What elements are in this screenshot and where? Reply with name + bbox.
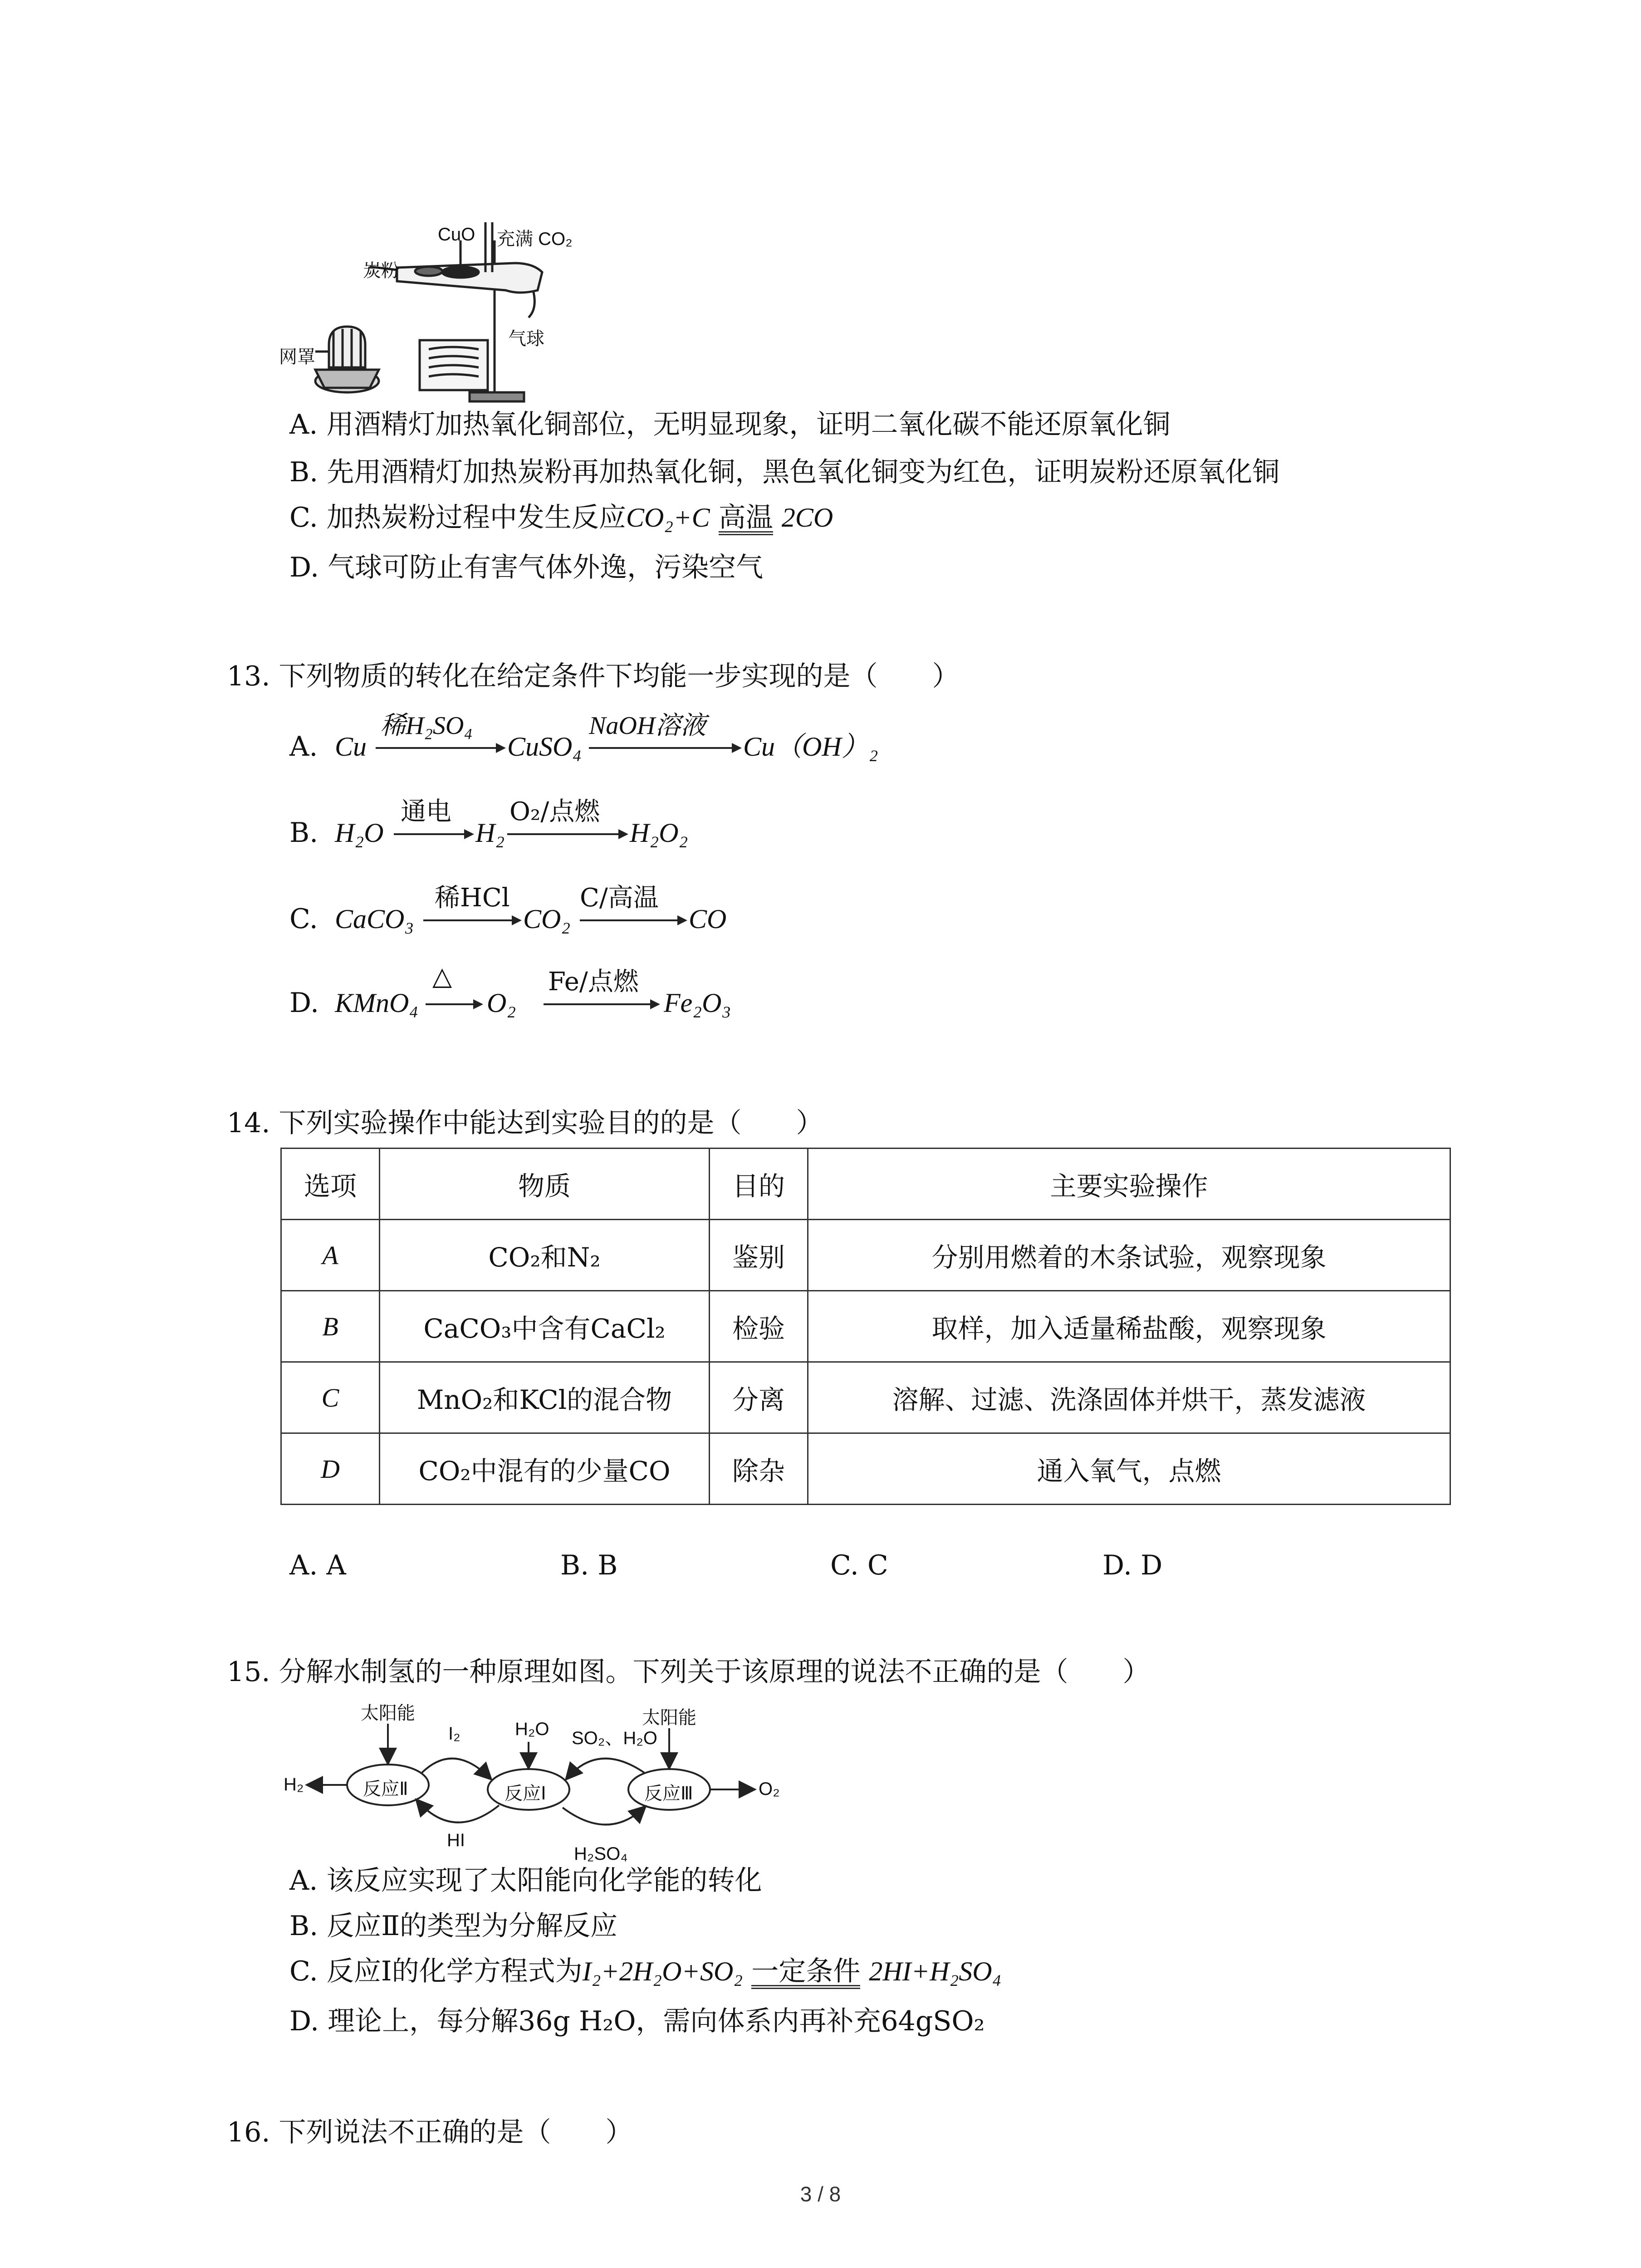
q13-option-d: D. KMnO₄ △ O₂ Fe/点燃 Fe₂O₃ [289, 962, 731, 1019]
q16-stem: 16. 下列说法不正确的是（ ） [227, 2116, 633, 2148]
q13-option-b: B. H₂O 通电 H₂ O₂/点燃 H₂O₂ [289, 797, 688, 849]
label-carbon: 炭粉 [363, 261, 399, 281]
q12-option-b: B. 先用酒精灯加热炭粉再加热氧化铜，黑色氧化铜变为红色，证明炭粉还原氧化铜 [289, 456, 1280, 488]
header-cell: 物质 [380, 1149, 710, 1220]
page-number: 3 / 8 [800, 2182, 841, 2206]
label-cuo: CuO [438, 225, 475, 244]
diagram-reaction-1: 反应Ⅰ [505, 1784, 546, 1804]
q14-table [280, 1148, 1451, 1505]
label-co2: 充满 CO₂ [497, 229, 573, 249]
diagram-o2: O₂ [759, 1779, 780, 1799]
q15-option-d: D. 理论上，每分解36g H₂O，需向体系内再补充64gSO₂ [289, 2005, 985, 2037]
diagram-h2so4: H₂SO₄ [574, 1844, 628, 1864]
q15-option-a: A. 该反应实现了太阳能向化学能的转化 [289, 1865, 762, 1897]
diagram-h2o: H₂O [515, 1719, 549, 1739]
q14-answer-c: C. C [830, 1549, 888, 1581]
q14-answer-a: A. A [289, 1549, 346, 1581]
q13-stem: 13. 下列物质的转化在给定条件下均能一步实现的是（ ） [227, 660, 960, 692]
label-net: 网罩 [279, 347, 315, 367]
q12-option-a: A. 用酒精灯加热氧化铜部位，无明显现象，证明二氧化碳不能还原氧化铜 [289, 409, 1171, 440]
diagram-solar-left: 太阳能 [361, 1703, 415, 1723]
q15-option-c: C. 反应Ⅰ的化学方程式为I₂+2H₂O+SO₂ 一定条件 2HI+H₂SO₄ [289, 1955, 1002, 1989]
header-cell: 主要实验操作 [808, 1149, 1450, 1220]
condition-high-temp: 高温 [719, 504, 773, 535]
diagram-hi: HI [447, 1830, 465, 1850]
header-cell: 选项 [281, 1149, 380, 1220]
diagram-so2-h2o: SO₂、H₂O [572, 1728, 657, 1748]
table-header-row [281, 1149, 1450, 1220]
q14-answer-b: B. B [560, 1549, 618, 1581]
diagram-h2: H₂ [284, 1774, 304, 1794]
condition-certain: 一定条件 [751, 1958, 860, 1989]
diagram-reaction-2: 反应Ⅱ [363, 1779, 408, 1799]
diagram-reaction-3: 反应Ⅲ [644, 1784, 693, 1804]
q15-option-b: B. 反应Ⅱ的类型为分解反应 [289, 1910, 618, 1942]
q13-option-c: C. CaCO₃ 稀HCl CO₂ C/高温 CO [289, 883, 727, 935]
table-row: D CO₂中混有的少量CO 除杂 通入氧气，点燃 [281, 1433, 1450, 1505]
q14-answer-d: D. D [1102, 1549, 1163, 1581]
q14-stem: 14. 下列实验操作中能达到实验目的的是（ ） [227, 1107, 823, 1139]
table-row: B CaCO₃中含有CaCl₂ 检验 取样，加入适量稀盐酸，观察现象 [281, 1291, 1450, 1362]
label-balloon: 气球 [508, 329, 544, 349]
diagram-solar-right: 太阳能 [642, 1708, 696, 1728]
q13-option-a: A. Cu 稀H₂SO₄ CuSO₄ NaOH溶液 Cu（OH）₂ [289, 712, 878, 763]
table-row: A CO₂和N₂ 鉴别 分别用燃着的木条试验，观察现象 [281, 1220, 1450, 1291]
table-row: C MnO₂和KCl的混合物 分离 溶解、过滤、洗涤固体并烘干，蒸发滤液 [281, 1362, 1450, 1433]
header-cell: 目的 [710, 1149, 808, 1220]
q15-stem: 15. 分解水制氢的一种原理如图。下列关于该原理的说法不正确的是（ ） [227, 1656, 1150, 1688]
q12-option-d: D. 气球可防止有害气体外逸，污染空气 [289, 552, 764, 583]
diagram-i2: I₂ [448, 1724, 460, 1744]
q12-option-c: C. 加热炭粉过程中发生反应CO₂+C 高温 2CO [289, 501, 833, 535]
